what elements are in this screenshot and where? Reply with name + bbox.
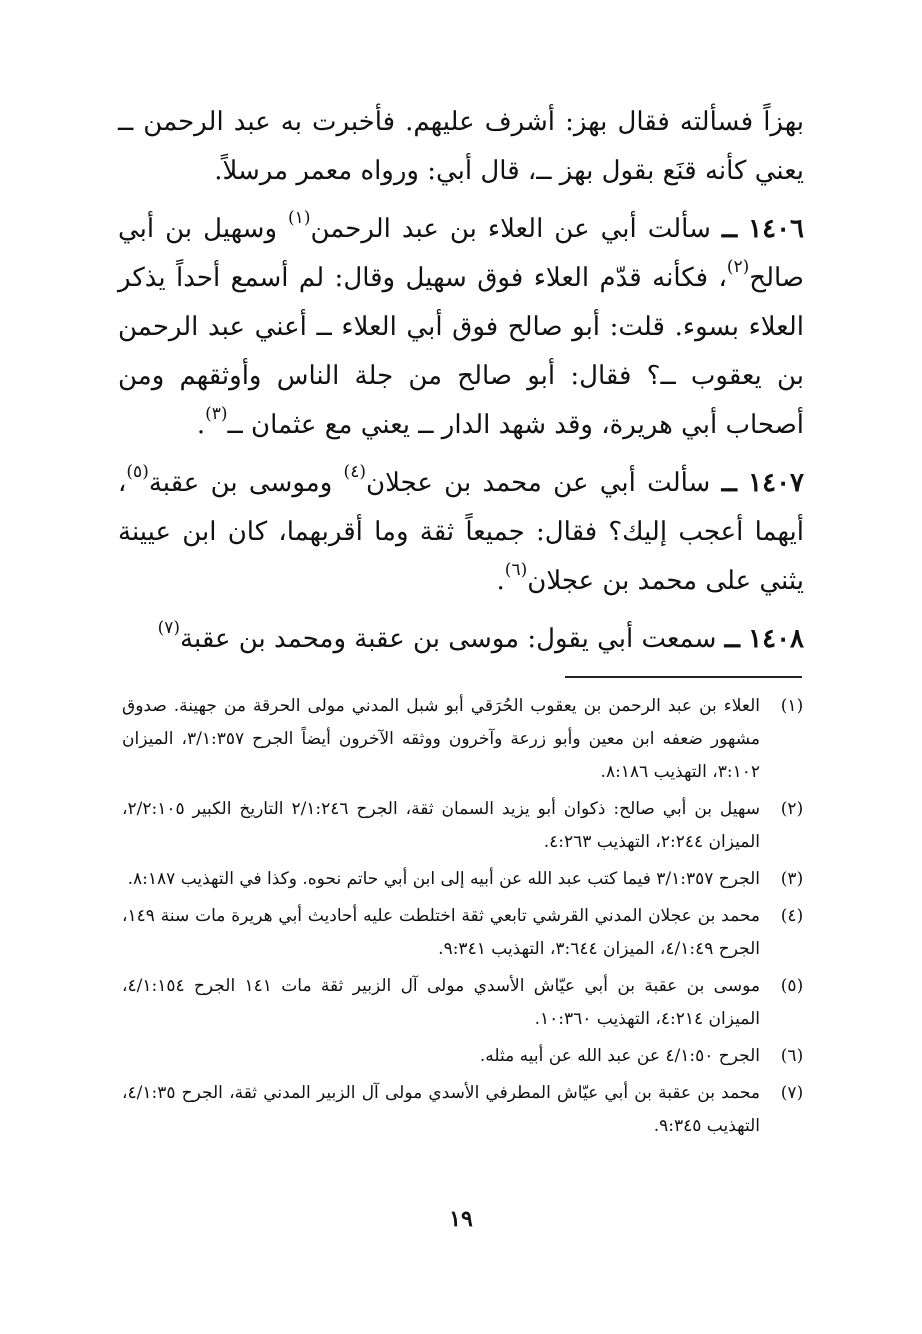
entry-1406 <box>118 205 804 450</box>
entry-1408 <box>118 615 804 664</box>
footnote-text: موسى بن عقبة بن أبي عيّاش الأسدي مولى آل الزبير ثقة مات ١٤١ الجرح ٤/١:١٥٤، الميزان ٤:٢١٤، التهذيب ١٠:٣٦٠. <box>122 976 760 1029</box>
footnote-ref[interactable]: (٦) <box>504 560 528 580</box>
entry-text: . <box>496 566 505 596</box>
entry-text: سمعت أبي يقول: موسى بن عقبة ومحمد بن عقبة <box>180 624 725 654</box>
entry-dash: ــ <box>724 624 740 654</box>
page-number: ١٩ <box>449 1206 473 1232</box>
footnote-text: الجرح ٣/١:٣٥٧ فيما كتب عبد الله عن أبيه إلى ابن أبي حاتم نحوه. وكذا في التهذيب ٨:١٨٧. <box>127 869 760 889</box>
entry-text: وموسى بن عقبة <box>148 468 344 498</box>
entry-text: ، أيهما أعجب إليك؟ فقال: جميعاً ثقة وما أقربهما، كان ابن عيينة يثني على محمد بن عجلان <box>118 468 804 596</box>
footnote-text: محمد بن عقبة بن أبي عيّاش المطرفي الأسدي مولى آل الزبير المدني ثقة، الجرح ٤/١:٣٥، التهذيب ٩:٣٤٥. <box>122 1083 760 1136</box>
footnote-item <box>122 970 812 1036</box>
footnote-ref[interactable]: (١) <box>288 208 311 228</box>
footnote-item <box>122 863 812 896</box>
footnote-number: (٧) <box>780 1083 804 1103</box>
entry-text: . <box>196 410 206 440</box>
main-text <box>118 98 804 664</box>
footnote-ref[interactable]: (٥) <box>126 462 149 482</box>
footnote-item <box>122 1040 812 1073</box>
footnote-number: (٥) <box>780 976 804 996</box>
footnote-ref[interactable]: (٤) <box>343 462 366 482</box>
footnote-text: الجرح ٤/١:٥٠ عن عبد الله عن أبيه مثله. <box>479 1046 760 1066</box>
footnote-number: (٣) <box>780 869 804 889</box>
footnote-ref[interactable]: (٢) <box>726 257 750 277</box>
entry-1407 <box>118 459 804 606</box>
footnote-number: (٦) <box>780 1046 804 1066</box>
paragraph-continued: بهزاً فسألته فقال بهز: أشرف عليهم. فأخبرت به عبد الرحمن ــ يعني كأنه قنَع بقول بهز ــ، قال أبي: ورواه معمر مرسلاً. <box>118 107 804 186</box>
footnote-text: سهيل بن أبي صالح: ذكوان أبو يزيد السمان ثقة، الجرح ٢/١:٢٤٦ التاريخ الكبير ٢/٢:١٠٥، الميزان ٢:٢٤٤، التهذيب ٤:٢٦٣. <box>122 799 760 852</box>
footnote-text: محمد بن عجلان المدني القرشي تابعي ثقة اختلطت عليه أحاديث أبي هريرة مات سنة ١٤٩، الجرح ٤/١:٤٩، الميزان ٣:٦٤٤، التهذيب ٩:٣٤١. <box>122 906 760 959</box>
entry-number: ١٤٠٦ <box>748 214 804 244</box>
footnotes <box>122 690 812 1147</box>
entry-text: ، فكأنه قدّم العلاء فوق سهيل وقال: لم أسمع أحداً يذكر العلاء بسوء. قلت: أبو صالح فوق أبي العلاء ــ أعني عبد الرحمن بن يعقوب ــ؟ فقال: أبو صالح من جلة الناس وأوثقهم ومن أصحاب أبي هريرة، وقد شهد الدار ــ يعني مع عثمان ــ <box>118 263 804 440</box>
entry-dash: ــ <box>721 214 738 244</box>
footnote-item <box>122 793 812 859</box>
footnote-item <box>122 900 812 966</box>
entry-dash: ــ <box>721 468 737 498</box>
footnote-number: (٤) <box>780 906 804 926</box>
entry-number: ١٤٠٨ <box>748 624 804 654</box>
footnote-item <box>122 1077 812 1143</box>
footnote-ref[interactable]: (٣) <box>205 404 228 424</box>
footnote-number: (١) <box>780 696 804 716</box>
footnote-separator <box>565 676 802 678</box>
entry-text: سألت أبي عن العلاء بن عبد الرحمن <box>310 214 722 244</box>
footnote-item <box>122 690 812 789</box>
entry-text: وسهيل بن أبي صالح <box>118 214 804 293</box>
footnote-ref[interactable]: (٧) <box>157 618 181 638</box>
footnote-number: (٢) <box>780 799 804 819</box>
entry-number: ١٤٠٧ <box>748 468 804 498</box>
entry-text: سألت أبي عن محمد بن عجلان <box>365 468 722 498</box>
footnote-text: العلاء بن عبد الرحمن بن يعقوب الحُرَقي أبو شبل المدني مولى الحرقة من جهينة. صدوق مشهور ضعفه ابن معين وأبو زرعة وآخرون ووثقه الآخرون أيضاً الجرح ٣/١:٣٥٧، الميزان ٣:١٠٢، التهذيب ٨:١٨٦. <box>122 696 761 782</box>
